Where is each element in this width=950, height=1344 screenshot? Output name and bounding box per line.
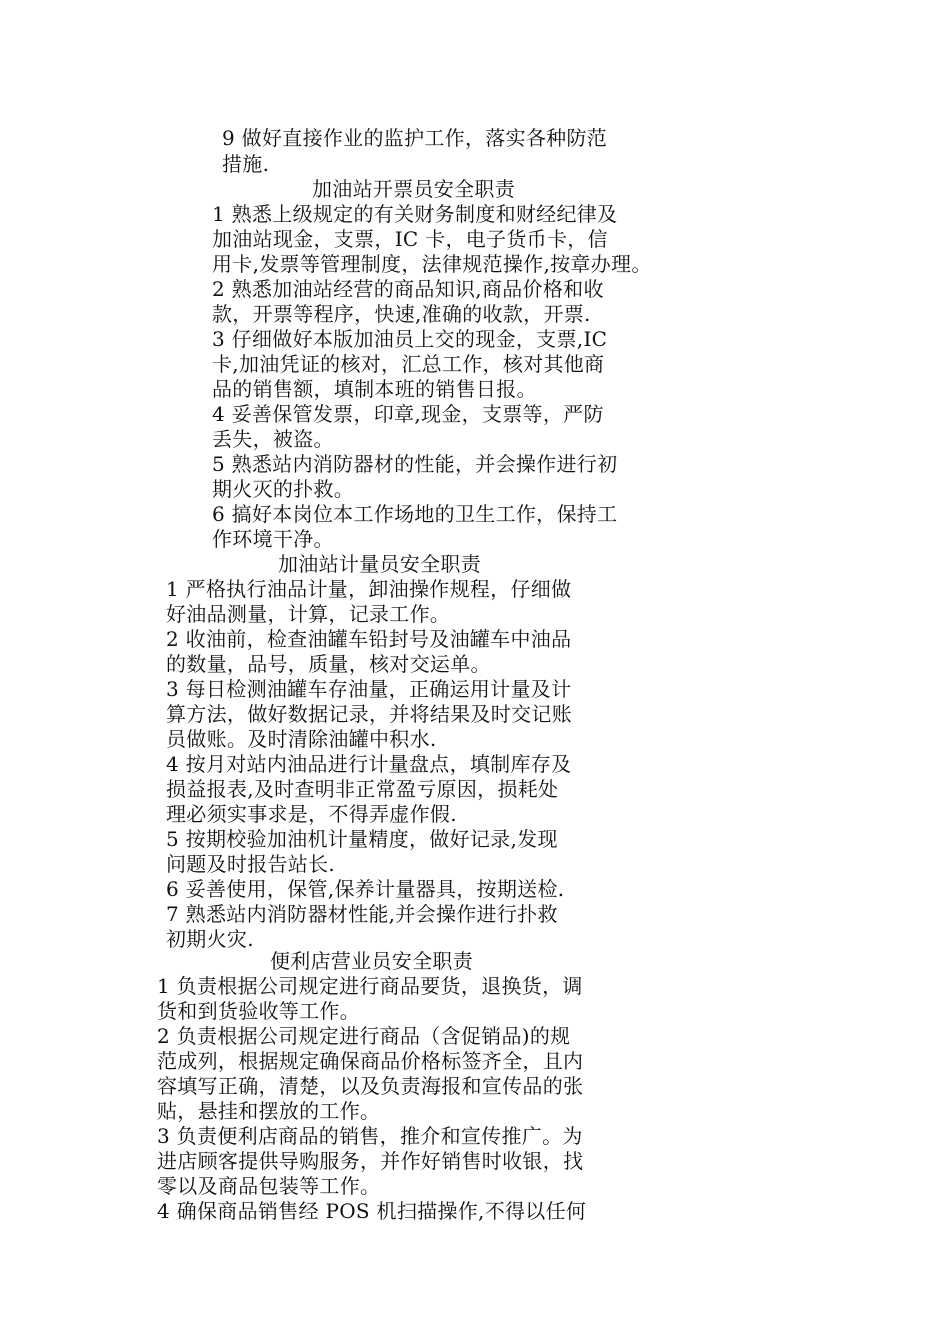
text-line: 作环境干净。	[212, 527, 334, 551]
text-line: 好油品测量，计算，记录工作。	[166, 602, 451, 626]
text-line: 初期火灾.	[166, 927, 254, 951]
text-line: 品的销售额，填制本班的销售日报。	[212, 377, 537, 401]
text-line: 措施.	[222, 152, 270, 176]
text-line: 的数量，品号，质量，核对交运单。	[166, 652, 491, 676]
text-line: 贴，悬挂和摆放的工作。	[157, 1099, 381, 1123]
text-line: 5 熟悉站内消防器材的性能，并会操作进行初	[212, 452, 618, 476]
text-line: 款，开票等程序，快速,准确的收款，开票.	[212, 302, 591, 326]
text-line: 4 妥善保管发票，印章,现金，支票等，严防	[212, 402, 604, 426]
text-line: 丢失，被盗。	[212, 427, 334, 451]
text-line: 员做账。及时清除油罐中积水.	[166, 727, 437, 751]
text-line: 加油站现金，支票，IC 卡，电子货币卡，信	[212, 227, 608, 251]
text-line: 问题及时报告站长.	[166, 852, 336, 876]
text-line: 1 熟悉上级规定的有关财务制度和财经纪律及	[212, 202, 618, 226]
text-line: 2 熟悉加油站经营的商品知识,商品价格和收	[212, 277, 604, 301]
text-line: 货和到货验收等工作。	[157, 999, 360, 1023]
text-line: 4 按月对站内油品进行计量盘点，填制库存及	[166, 752, 572, 776]
text-line: 卡,加油凭证的核对，汇总工作，核对其他商	[212, 352, 605, 376]
text-line: 理必须实事求是，不得弄虚作假.	[166, 802, 457, 826]
text-line: 2 负责根据公司规定进行商品（含促销品)的规	[157, 1024, 571, 1048]
text-line: 7 熟悉站内消防器材性能,并会操作进行扑救	[166, 902, 558, 926]
text-line: 3 每日检测油罐车存油量，正确运用计量及计	[166, 677, 572, 701]
text-line: 4 确保商品销售经 POS 机扫描操作,不得以任何	[157, 1199, 587, 1223]
text-line: 零以及商品包装等工作。	[157, 1174, 381, 1198]
text-line: 3 仔细做好本版加油员上交的现金，支票,IC	[212, 327, 608, 351]
text-line: 损益报表,及时查明非正常盈亏原因，损耗处	[166, 777, 559, 801]
text-line: 期火灭的扑救。	[212, 477, 355, 501]
text-line: 5 按期校验加油机计量精度，做好记录,发现	[166, 827, 558, 851]
text-line: 1 严格执行油品计量，卸油操作规程，仔细做	[166, 577, 572, 601]
text-line: 9 做好直接作业的监护工作，落实各种防范	[222, 126, 608, 150]
section-title: 加油站计量员安全职责	[278, 552, 481, 576]
text-line: 用卡,发票等管理制度，法律规范操作,按章办理。	[212, 252, 652, 276]
text-line: 3 负责便利店商品的销售，推介和宣传推广。为	[157, 1124, 583, 1148]
text-line: 1 负责根据公司规定进行商品要货，退换货，调	[157, 974, 583, 998]
text-line: 范成列，根据规定确保商品价格标签齐全，且内	[157, 1049, 584, 1073]
text-line: 容填写正确，清楚，以及负责海报和宣传品的张	[157, 1074, 584, 1098]
section-title: 便利店营业员安全职责	[270, 949, 473, 973]
text-line: 2 收油前，检查油罐车铅封号及油罐车中油品	[166, 627, 572, 651]
text-line: 6 妥善使用，保管,保养计量器具，按期送检.	[166, 877, 565, 901]
text-line: 6 搞好本岗位本工作场地的卫生工作，保持工	[212, 502, 618, 526]
text-line: 算方法，做好数据记录，并将结果及时交记账	[166, 702, 572, 726]
text-line: 进店顾客提供导购服务，并作好销售时收银，找	[157, 1149, 584, 1173]
section-title: 加油站开票员安全职责	[312, 177, 515, 201]
